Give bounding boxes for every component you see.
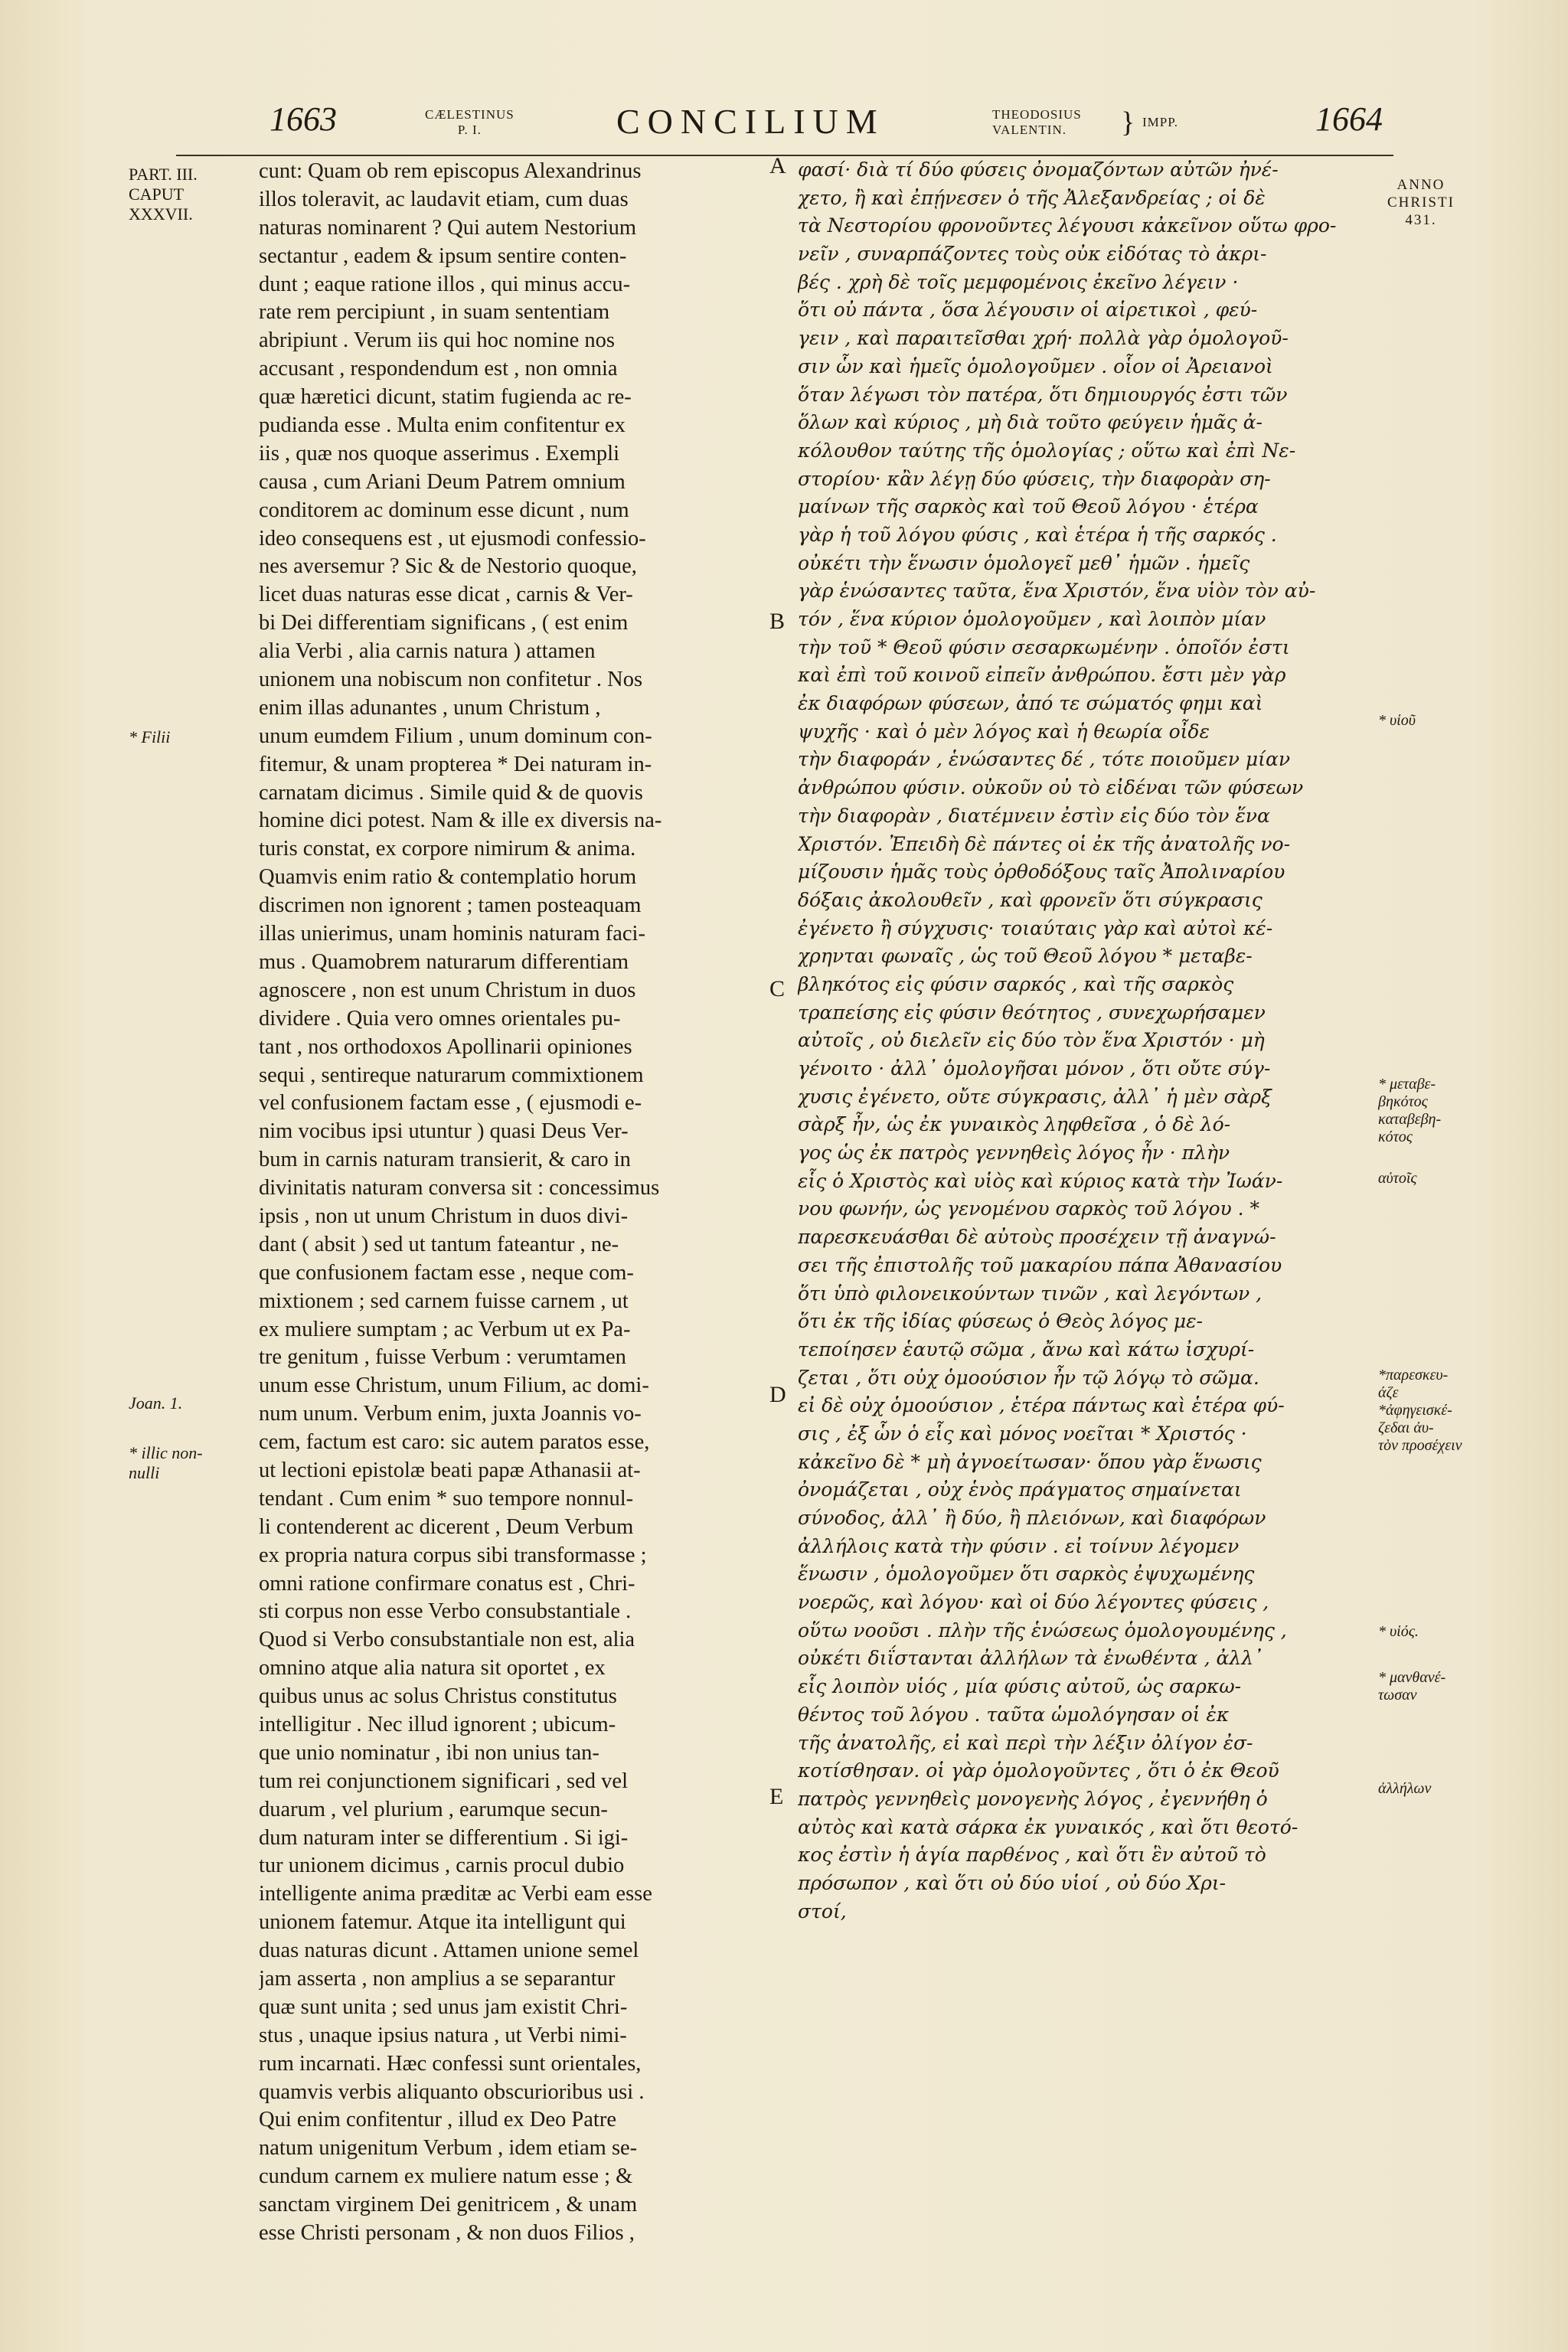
latin-line: sequi , sentireque naturarum commixtionem [259,1063,644,1087]
greek-line: μαίνων τῆς σαρκὸς καὶ τοῦ Θεοῦ λόγου · ἑτέρα [798,495,1259,518]
latin-line: pudianda esse . Multa enim confitentur ex [259,413,626,438]
latin-line: que unio nominatur , ibi non unius tan- [259,1740,599,1765]
latin-line: intelligente anima præditæ ac Verbi eam esse [259,1882,652,1906]
greek-line: τεποίησεν ἑαυτῷ σῶμα , ἄνω καὶ κάτω ἰσχυρί- [798,1338,1255,1361]
latin-line: ideo consequens est , ut ejusmodi confessio- [259,526,646,550]
latin-line: duarum , vel plurium , earumque secun- [259,1797,608,1821]
greek-line: ψυχῆς · καὶ ὁ μὲν λόγος καὶ ἡ θεωρία οἶδε [798,720,1210,743]
pope-name: CÆLESTINUS [425,107,514,122]
greek-line: τόν , ἕνα κύριον ὁμολογοῦμεν , καὶ λοιπὸν μίαν [798,608,1266,630]
latin-line: unum eumdem Filium , unum dominum con- [259,724,652,748]
section-marker-a: A [769,153,786,178]
variant-line: καταβεβη- [1378,1111,1442,1128]
latin-line: cem, factum est caro: sic autem paratos esse, [259,1430,650,1455]
year-label: 431. [1405,212,1437,228]
margin-note-illic [129,1443,203,1483]
greek-line: στοί, [798,1900,847,1922]
greek-line: ἕνωσιν , ὁμολογοῦμεν ὅτι σαρκὸς ἐψυχωμένης [798,1563,1255,1586]
latin-line: agnoscere , non est unum Christum in duos [259,978,636,1002]
greek-line: ἐγένετο ἢ σύγχυσις· τοιαύταις γὰρ καὶ αὐτοὶ κέ- [798,916,1273,939]
latin-line: ut lectioni epistolæ beati papæ Athanasii at- [259,1458,641,1482]
latin-line: ipsis , non ut unum Christum in duos divi- [259,1204,629,1228]
latin-line: omnino atque alia natura sit oportet , ex [259,1656,606,1681]
latin-line: rum incarnati. Hæc confessi sunt orientales, [259,2051,642,2076]
greek-line: τὴν τοῦ * Θεοῦ φύσιν σεσαρκωμένην . ὁποῖόν ἐστι [798,635,1290,658]
latin-line: cunt: Quam ob rem episcopus Alexandrinus [259,159,642,183]
greek-line: παρεσκευάσθαι δὲ αὐτοὺς προσέχειν τῇ ἀναγνώ- [798,1226,1276,1249]
variant-line: άζε [1378,1384,1399,1401]
greek-line: τὴν διαφορὰν , διατέμνειν ἐστὶν εἰς δύο τὸν ἕνα [798,804,1270,827]
variant-line: τὸν προσέχειν [1378,1437,1462,1454]
latin-line: carnatam dicimus . Simile quid & de quovis [259,780,643,805]
greek-line: φασί· διὰ τί δύο φύσεις ὀνομαζόντων αὐτῶν ἠνέ- [798,158,1279,181]
latin-column [259,158,756,2248]
greek-line: ἀνθρώπου φύσιν. οὐκοῦν οὐ τὸ εἰδέναι τῶν φύσεων [798,776,1304,799]
latin-line: Qui enim confitentur , illud ex Deo Patre [259,2108,616,2132]
greek-line: θέντος τοῦ λόγου . ταῦτα ὡμολόγησαν οἱ ἐκ [798,1703,1230,1726]
greek-line: εἷς λοιπὸν υἱός , μία φύσις αὐτοῦ, ὡς σαρκω- [798,1675,1242,1698]
greek-line: τὴν διαφοράν , ἑνώσαντες δέ , τότε ποιοῦμεν μίαν [798,748,1291,771]
variant-line: αὐτοῖς [1378,1170,1417,1187]
latin-line: enim illas adunantes , unum Christum , [259,695,601,720]
page-title: CONCILIUM [616,102,885,141]
latin-line: bum in carnis naturam transierit, & caro in [259,1148,631,1172]
latin-line: causa , cum Ariani Deum Patrem omnium [259,469,626,494]
latin-line: illas unierimus, unam hominis naturam faci- [259,922,645,946]
latin-line: sanctam virginem Dei genitricem , & unam [259,2193,638,2217]
greek-line: δόξαις ἀκολουθεῖν , καὶ φρονεῖν ὅτι σύγκρασις [798,888,1263,911]
latin-line: nim vocibus ipsi utuntur ) quasi Deus Ver- [259,1119,629,1144]
greek-line: χρηνται φωναῖς , ὡς τοῦ Θεοῦ λόγου * μεταβε- [798,945,1253,968]
greek-line: ὅταν λέγωσι τὸν πατέρα, ὅτι δημιουργός ἐστι τῶν [798,383,1288,406]
latin-line: accusant , respondendum est , non omnia [259,357,618,381]
section-marker-b: B [769,609,786,634]
latin-line: tant , nos orthodoxos Apollinarii opiniones [259,1034,632,1059]
latin-line: intelligitur . Nec illud ignorent ; ubicum- [259,1712,616,1736]
latin-line: unionem fatemur. Atque ita intelligunt qui [259,1910,626,1935]
impp-label: IMPP. [1142,115,1179,129]
margin-note-filii: * Filii [129,727,171,746]
anno-label: ANNO [1396,177,1446,193]
emperors-label [992,106,1179,139]
greek-line: ἐκ διαφόρων φύσεων, ἀπό τε σώματός φημι καὶ [798,692,1263,715]
latin-line: homine dici potest. Nam & ille ex diversis na- [259,808,662,833]
latin-line: quæ hæretici dicunt, statim fugienda ac re- [259,385,632,410]
greek-line: γὰρ ἡ τοῦ λόγου φύσις , καὶ ἑτέρα ἡ τῆς σαρκός . [798,523,1277,546]
greek-line: αὐτοῖς , οὐ διελεῖν εἰς δύο τὸν ἕνα Χριστόν · μὴ [798,1029,1265,1052]
page-number-left: 1663 [270,100,337,138]
running-head [0,100,1568,161]
latin-line: rate rem percipiunt , in suam sententiam [259,300,610,325]
variant-line: κότος [1378,1129,1413,1145]
section-marker-c: C [769,976,786,1001]
variant-line: βηκότος [1378,1093,1428,1110]
emperor-1: THEODOSIUS [992,107,1082,122]
greek-line: ὅτι ἐκ τῆς ἰδίας φύσεως ὁ Θεὸς λόγος με- [798,1310,1204,1333]
latin-line: dunt ; eaque ratione illos , qui minus accu- [259,272,631,296]
greek-line: αὐτὸς καὶ κατὰ σάρκα ἐκ γυναικός , καὶ ὅτι θεοτό- [798,1815,1298,1838]
latin-line: fitemur, & unam propterea * Dei naturam in- [259,752,652,776]
part-label: PART. III. [129,165,198,184]
greek-line: κἀκεῖνο δὲ * μὴ ἀγνοείτωσαν· ὅπου γὰρ ἕνωσις [798,1450,1262,1473]
latin-line: licet duas naturas esse dicat , carnis & Ver- [259,583,633,607]
latin-line: quamvis verbis aliquanto obscurioribus usi . [259,2079,645,2104]
greek-line: χετο, ἢ καὶ ἐπῄνεσεν ὁ τῆς Ἀλεξανδρείας ; οἱ δὲ [798,186,1266,209]
latin-line: illos toleravit, ac laudavit etiam, cum duas [259,187,629,211]
greek-line: μίζουσιν ἡμᾶς τοὺς ὀρθοδόξους ταῖς Ἀπολιναρίου [798,861,1285,884]
variant-line: *ἀφηγεισκέ- [1378,1402,1452,1419]
greek-line: σὰρξ ἦν, ὡς ἐκ γυναικὸς ληφθεῖσα , ὁ δὲ λό- [798,1113,1231,1136]
variant-note-6 [1378,1669,1446,1704]
margin-note-joan: Joan. 1. [129,1393,183,1413]
variant-note-4 [1378,1367,1462,1455]
latin-line: num unum. Verbum enim, juxta Joannis vo- [259,1402,642,1426]
latin-line: quibus unus ac solus Christus constitutus [259,1684,617,1709]
latin-line: jam asserta , non amplius a se separantur [259,1967,616,1991]
variant-line: * μανθανέ- [1378,1669,1446,1686]
latin-line: tur unionem dicimus , carnis procul dubio [259,1854,625,1878]
latin-line: mixtionem ; sed carnem fuisse carnem , ut [259,1289,629,1313]
greek-line: εἷς ὁ Χριστὸς καὶ υἱὸς καὶ κύριος κατὰ τὴν Ἰωάν- [798,1169,1283,1192]
greek-line: οὐκέτι τὴν ἕνωσιν ὁμολογεῖ μεθ᾽ ἡμῶν . ἡμεῖς [798,551,1250,574]
latin-line: mus . Quamobrem naturarum differentiam [259,949,629,974]
greek-line: σιν ὧν καὶ ἡμεῖς ὁμολογοῦμεν . οἷον οἱ Ἀρειανοὶ [798,354,1273,377]
greek-line: ὀνομάζεται , οὐχ ἑνὸς πράγματος σημαίνεται [798,1478,1242,1501]
greek-column [798,156,1364,1926]
latin-line: duas naturas dicunt . Attamen unione semel [259,1939,639,1963]
greek-line: γὰρ ἑνώσαντες ταῦτα, ἕνα Χριστόν, ἕνα υἱὸν τὸν αὐ- [798,580,1316,603]
greek-line: πρόσωπον , καὶ ὅτι οὐ δύο υἱοί , οὐ δύο Χρι- [798,1871,1227,1894]
greek-line: σει τῆς ἐπιστολῆς τοῦ μακαρίου πάπα Ἀθανασίου [798,1253,1282,1276]
latin-line: conditorem ac dominum esse dicunt , num [259,498,629,522]
pope-title: P. I. [457,122,482,137]
greek-line: καὶ ἐπὶ τοῦ κοινοῦ εἰπεῖν ἀνθρώπου. ἔστι μὲν γὰρ [798,664,1286,687]
greek-line: Χριστόν. Ἐπειδὴ δὲ πάντες οἱ ἐκ τῆς ἀνατολῆς νο- [798,832,1291,855]
variant-line: * μεταβε- [1378,1076,1436,1093]
variant-note-5 [1378,1623,1419,1641]
latin-line: unionem una nobiscum non confitetur . Nos [259,668,643,692]
greek-line: ὅτι οὐ πάντα , ὅσα λέγουσιν οἱ αἱρετικοὶ , φεύ- [798,299,1258,322]
greek-line: ζεται , ὅτι οὐχ ὁμοούσιον ἦν τῷ λόγῳ τὸ σῶμα. [798,1366,1259,1389]
pope-label [425,107,514,138]
brace-glyph: } [1121,106,1136,139]
latin-line: dant ( absit ) sed ut tantum fateantur , ne- [259,1232,619,1256]
caput-number: XXXVII. [129,204,193,224]
greek-line: στορίου· κἂν λέγῃ δύο φύσεις, τὴν διαφορὰν ση- [798,467,1271,490]
latin-line: sectantur , eadem & ipsum sentire conten- [259,243,627,268]
variant-line: *παρεσκευ- [1378,1367,1449,1383]
latin-line: tum rei conjunctionem significari , sed vel [259,1769,628,1793]
caput-label: CAPUT [129,185,185,204]
greek-line: χυσις ἐγένετο, οὔτε σύγκρασις, ἀλλ᾽ ἡ μὲν σὰρξ [798,1085,1272,1108]
section-marker-d: D [769,1382,786,1407]
latin-line: tendant . Cum enim * suo tempore nonnul- [259,1486,634,1511]
page-number-right: 1664 [1315,100,1383,138]
greek-line: γένοιτο · ἀλλ᾽ ὁμολογῆσαι μόνον , ὅτι οὔτε σύγ- [798,1057,1271,1080]
margin-note-line: * illic non- [129,1443,203,1462]
greek-line: βληκότος εἰς φύσιν σαρκός , καὶ τῆς σαρκὸς [798,972,1234,995]
latin-line: Quamvis enim ratio & contemplatio horum [259,865,637,890]
latin-line: esse Christi personam , & non duos Filios , [259,2221,635,2246]
latin-line: Quod si Verbo consubstantiale non est, alia [259,1628,635,1652]
greek-line: πατρὸς γεννηθεὶς μονογενὴς λόγος , ἐγεννήθη ὁ [798,1787,1268,1810]
latin-line: dum naturam inter se differentium . Si igi- [259,1825,629,1850]
greek-line: βές . χρὴ δὲ τοῖς μεμφομένοις ἐκεῖνο λέγειν · [798,270,1239,293]
latin-line: alia Verbi , alia carnis natura ) attamen [259,639,596,664]
section-marker-e: E [769,1784,784,1809]
greek-line: τὰ Νεστορίου φρονοῦντες λέγουσι κἀκεῖνον οὕτω φρο- [798,214,1337,237]
greek-line: ὅτι ὑπὸ φιλονεικούντων τινῶν , καὶ λεγόντων , [798,1282,1263,1305]
emperor-2: VALENTIN. [992,122,1067,137]
greek-line: οὐκέτι διΐστανται ἀλλήλων τὰ ἑνωθέντα , ἀλλ᾽ [798,1647,1263,1670]
variant-line: τωσαν [1378,1687,1417,1704]
greek-line: νου φωνήν, ὡς γενομένου σαρκὸς τοῦ λόγου . * [798,1197,1260,1220]
greek-line: τῆς ἀνατολῆς, εἰ καὶ περὶ τὴν λέξιν ὀλίγον ἐσ- [798,1731,1253,1754]
latin-line: que confusionem factam esse , neque com- [259,1260,634,1285]
greek-line: γος ὡς ἐκ πατρὸς γεννηθεὶς λόγος ἦν · πλὴν [798,1142,1230,1165]
variant-note-7 [1378,1780,1431,1798]
latin-line: ex muliere sumptam ; ac Verbum ut ex Pa- [259,1317,631,1341]
latin-line: dividere . Quia vero omnes orientales pu- [259,1006,621,1031]
latin-line: turis constat, ex corpore nimirum & anima. [259,837,636,861]
latin-line: divinitatis naturam conversa sit : concessimus [259,1176,660,1200]
greek-line: νεῖν , συναρπάζοντες τοὺς οὐκ εἰδότας τὸ ἀκρι- [798,243,1267,266]
latin-line: stus , unaque ipsius natura , ut Verbi nimi- [259,2023,627,2047]
part-caput-note [129,165,198,224]
latin-line: bi Dei differentiam significans , ( est enim [259,611,629,635]
variant-note-2 [1378,1076,1441,1146]
variant-note-3 [1378,1170,1417,1187]
greek-line: κοτίσθησαν. οἱ γὰρ ὁμολογοῦντες , ὅτι ὁ ἐκ Θεοῦ [798,1759,1279,1782]
latin-line: natum unigenitum Verbum , idem etiam se- [259,2136,638,2161]
variant-line: ζεδαι ἀυ- [1378,1419,1434,1436]
greek-line: σις , ἐξ ὧν ὁ εἷς καὶ μόνος νοεῖται * Χριστός · [798,1422,1247,1445]
greek-line: οὕτω νοοῦσι . πλὴν τῆς ἑνώσεως ὁμολογουμένης , [798,1619,1287,1642]
greek-line: εἰ δὲ οὐχ ὁμοούσιον , ἑτέρα πάντως καὶ ἑτέρα φύ- [798,1394,1285,1417]
greek-line: ἀλλήλοις κατὰ τὴν φύσιν . εἰ τοίνυν λέγομεν [798,1534,1240,1557]
latin-line: vel confusionem factam esse , ( ejusmodi e- [259,1091,642,1116]
greek-line: νοερῶς, καὶ λόγου· καὶ οἱ δύο λέγοντες φύσεις , [798,1591,1269,1614]
variant-note-1 [1378,712,1416,730]
greek-line: σύνοδος, ἀλλ᾽ ἢ δύο, ἢ πλειόνων, καὶ διαφόρων [798,1507,1266,1529]
latin-line: unum esse Christum, unum Filium, ac domi- [259,1374,649,1398]
latin-line: ex propria natura corpus sibi transformasse ; [259,1543,647,1567]
greek-line: κος ἐστὶν ἡ ἁγία παρθένος , καὶ ὅτι ἓν αὐτοῦ τὸ [798,1844,1266,1867]
latin-line: sti corpus non esse Verbo consubstantiale . [259,1599,632,1624]
greek-line: τραπείσης εἰς φύσιν θεότητος , συνεχωρήσαμεν [798,1001,1266,1024]
latin-line: cundum carnem ex muliere natum esse ; & [259,2164,633,2189]
variant-line: * υἱοῦ [1378,712,1416,729]
variant-line: ἀλλήλων [1378,1780,1432,1797]
latin-line: quæ sunt unita ; sed unus jam existit Chri- [259,1994,628,2019]
latin-line: nes aversemur ? Sic & de Nestorio quoque, [259,554,637,579]
anno-christi-note [1387,176,1455,229]
latin-line: naturas nominarent ? Qui autem Nestorium [259,215,637,240]
latin-line: iis , quæ nos quoque asserimus . Exempli [259,441,620,466]
latin-line: discrimen non ignorent ; tamen posteaquam [259,893,642,918]
latin-line: omni ratione confirmare conatus est , Chri- [259,1571,635,1596]
greek-line: κόλουθον ταύτης τῆς ὁμολογίας ; οὕτω καὶ ἐπὶ Νε- [798,439,1296,462]
latin-line: abripiunt . Verum iis qui hoc nomine nos [259,328,615,353]
christi-label: CHRISTI [1387,194,1455,211]
greek-line: γειν , καὶ παραιτεῖσθαι χρή· πολλὰ γὰρ ὁμολογοῦ- [798,327,1289,350]
margin-note-line: nulli [129,1463,160,1482]
latin-line: tre genitum , fuisse Verbum : verumtamen [259,1345,626,1370]
latin-line: li contenderent ac dicerent , Deum Verbum [259,1514,634,1539]
greek-line: ὅλων καὶ κύριος , μὴ διὰ τοῦτο φεύγειν ἡμᾶς ἀ- [798,411,1263,434]
variant-line: * υἱός. [1378,1623,1419,1640]
